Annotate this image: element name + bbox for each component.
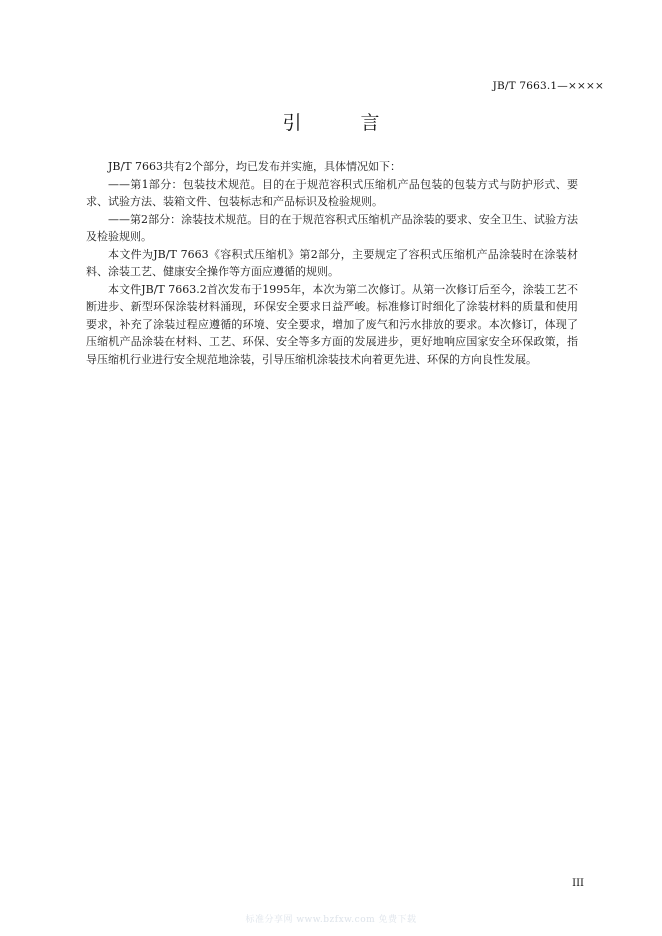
- page-number: III: [572, 878, 584, 889]
- paragraph-scope: 本文件为JB/T 7663《容积式压缩机》第2部分，主要规定了容积式压缩机产品涂装时在涂装材料、涂装工艺、健康安全操作等方面应遵循的规则。: [86, 247, 578, 278]
- body-text: [86, 158, 578, 368]
- paragraph-intro: JB/T 7663共有2个部分，均已发布并实施，具体情况如下：: [108, 160, 402, 173]
- paragraph-part-2: ——第2部分：涂装技术规范。目的在于规范容积式压缩机产品涂装的要求、安全卫生、试验方法及检验规则。: [86, 212, 578, 243]
- document-code: JB/T 7663.1—××××: [492, 80, 604, 92]
- watermark-text: 标准分享网 www.bzfxw.com 免费下载: [245, 915, 417, 925]
- paragraph-part-1: ——第1部分：包装技术规范。目的在于规范容积式压缩机产品包装的包装方式与防护形式、要求、试验方法、装箱文件、包装标志和产品标识及检验规则。: [86, 177, 578, 208]
- page-title: 引 言: [282, 112, 400, 134]
- paragraph-revision-history: 本文件JB/T 7663.2首次发布于1995年，本次为第二次修订。从第一次修订后至今，涂装工艺不断进步、新型环保涂装材料涌现，环保安全要求日益严峻。标准修订时细化了涂装材料的质量和使用要求，补充了涂装过程应遵循的环境、安全要求，增加了废气和污水排放的要求。本次修订，体现了压缩机产品涂装在材料、工艺、环保、安全等多方面的发展进步，更好地响应国家安全环保政策，指导压缩机行业进行安全规范地涂装，引导压缩机涂装技术向着更先进、环保的方向良性发展。: [86, 282, 578, 366]
